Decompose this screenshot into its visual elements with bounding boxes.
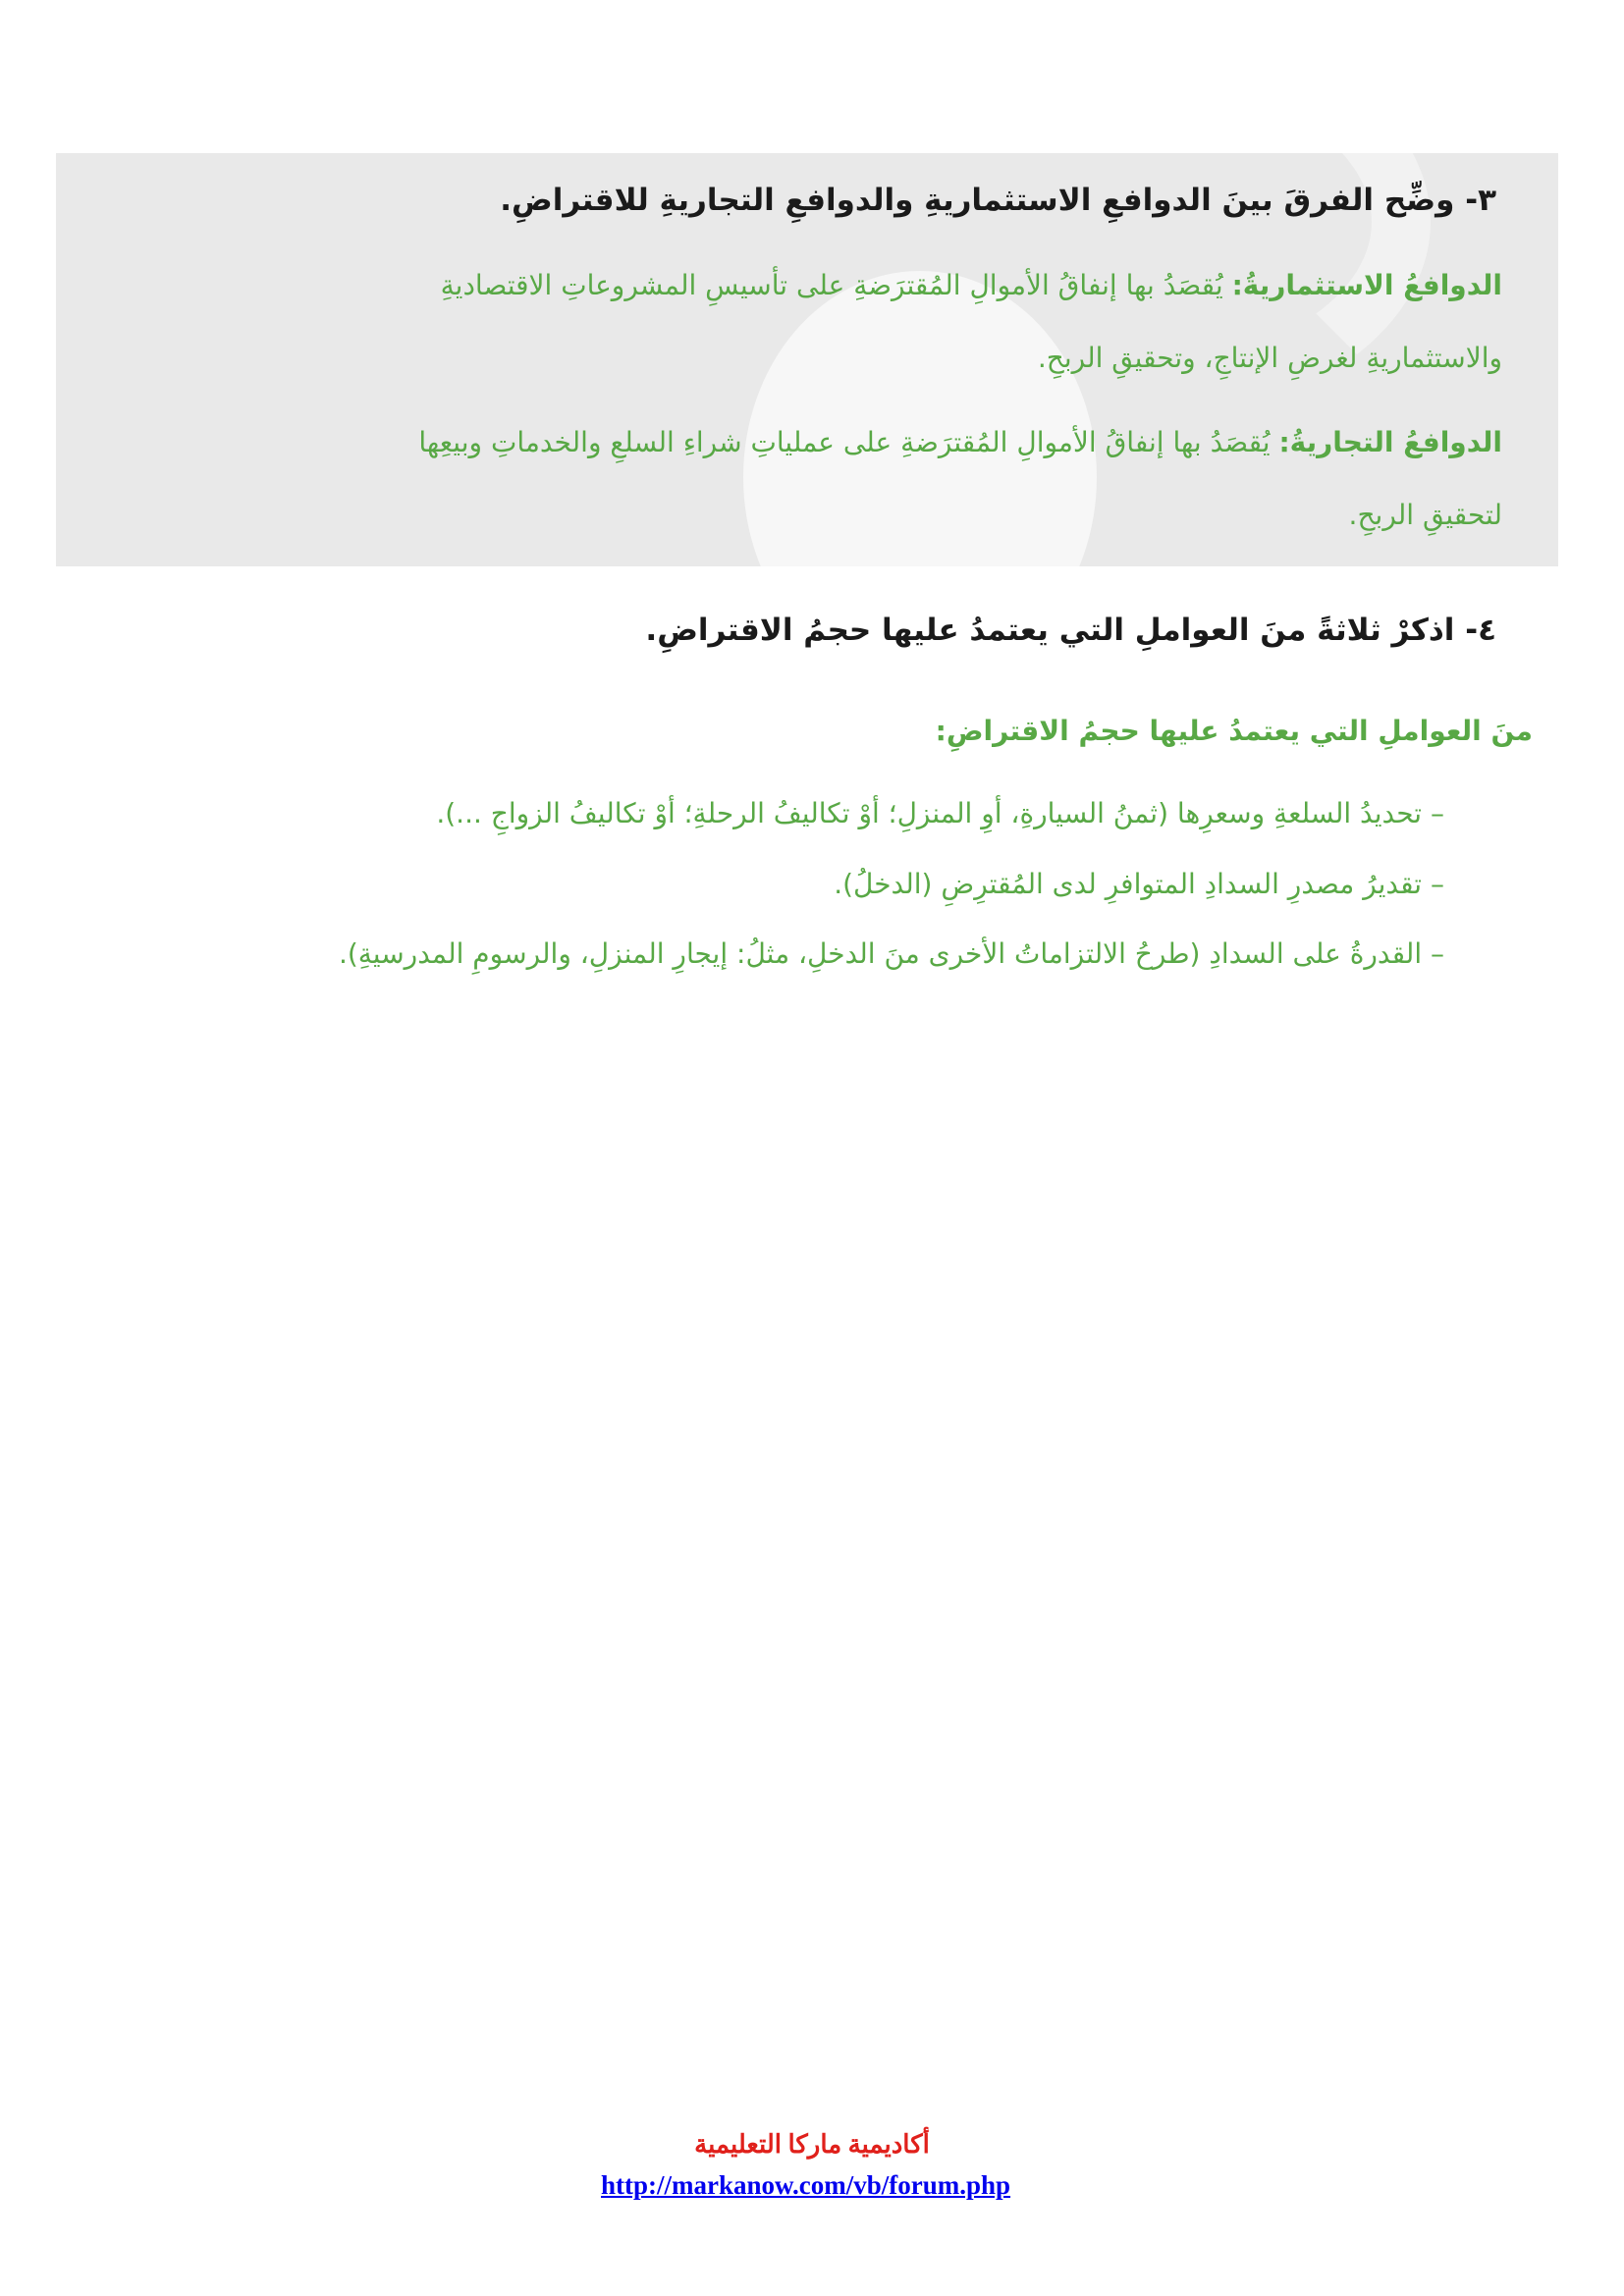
question4-intro: منَ العواملِ التي يعتمدُ عليها حجمُ الاقتراضِ: [935, 715, 1533, 747]
commercial-term: الدوافعُ التجاريةُ: [1278, 426, 1502, 458]
question3-investment-line1 [441, 258, 1502, 313]
investment-definition-1: يُقصَدُ بها إنفاقُ الأموالِ المُقترَضةِ على تأسيسِ المشروعاتِ الاقتصاديةِ [440, 269, 1223, 301]
investment-definition-2: والاستثماريةِ لغرضِ الإنتاجِ، وتحقيقِ الربحِ. [1037, 342, 1502, 374]
footer-academy-name: أكاديمية ماركا التعليمية [694, 2130, 930, 2159]
factor-item-3: – القدرةُ على السدادِ (طرحُ الالتزاماتُ الأخرى منَ الدخلِ، مثلُ: إيجارِ المنزلِ، والرسومِ المدرسيةِ). [338, 937, 1444, 970]
question4-title: ٤- اذكرْ ثلاثةً منَ العواملِ التي يعتمدُ عليها حجمُ الاقتراضِ. [645, 613, 1496, 648]
question3-title: ٣- وضِّح الفرقَ بينَ الدوافعِ الاستثماريةِ والدوافعِ التجاريةِ للاقتراضِ. [500, 183, 1496, 218]
investment-term: الدوافعُ الاستثماريةُ: [1231, 269, 1502, 301]
commercial-definition-2: لتحقيقِ الربحِ. [1348, 499, 1502, 531]
footer-forum-link[interactable]: http://markanow.com/vb/forum.php [601, 2170, 1011, 2200]
factor-item-1: – تحديدُ السلعةِ وسعرِها (ثمنُ السيارةِ، أوِ المنزلِ؛ أوْ تكاليفُ الرحلةِ؛ أوْ تكاليفُ الزواجِ ...). [436, 797, 1444, 829]
question3-commercial-line1 [418, 415, 1502, 470]
commercial-definition-1: يُقصَدُ بها إنفاقُ الأموالِ المُقترَضةِ على عملياتِ شراءِ السلعِ والخدماتِ وبيعِها [418, 426, 1271, 458]
factor-item-2: – تقديرُ مصدرِ السدادِ المتوافرِ لدى المُقترِضِ (الدخلُ). [834, 868, 1444, 900]
